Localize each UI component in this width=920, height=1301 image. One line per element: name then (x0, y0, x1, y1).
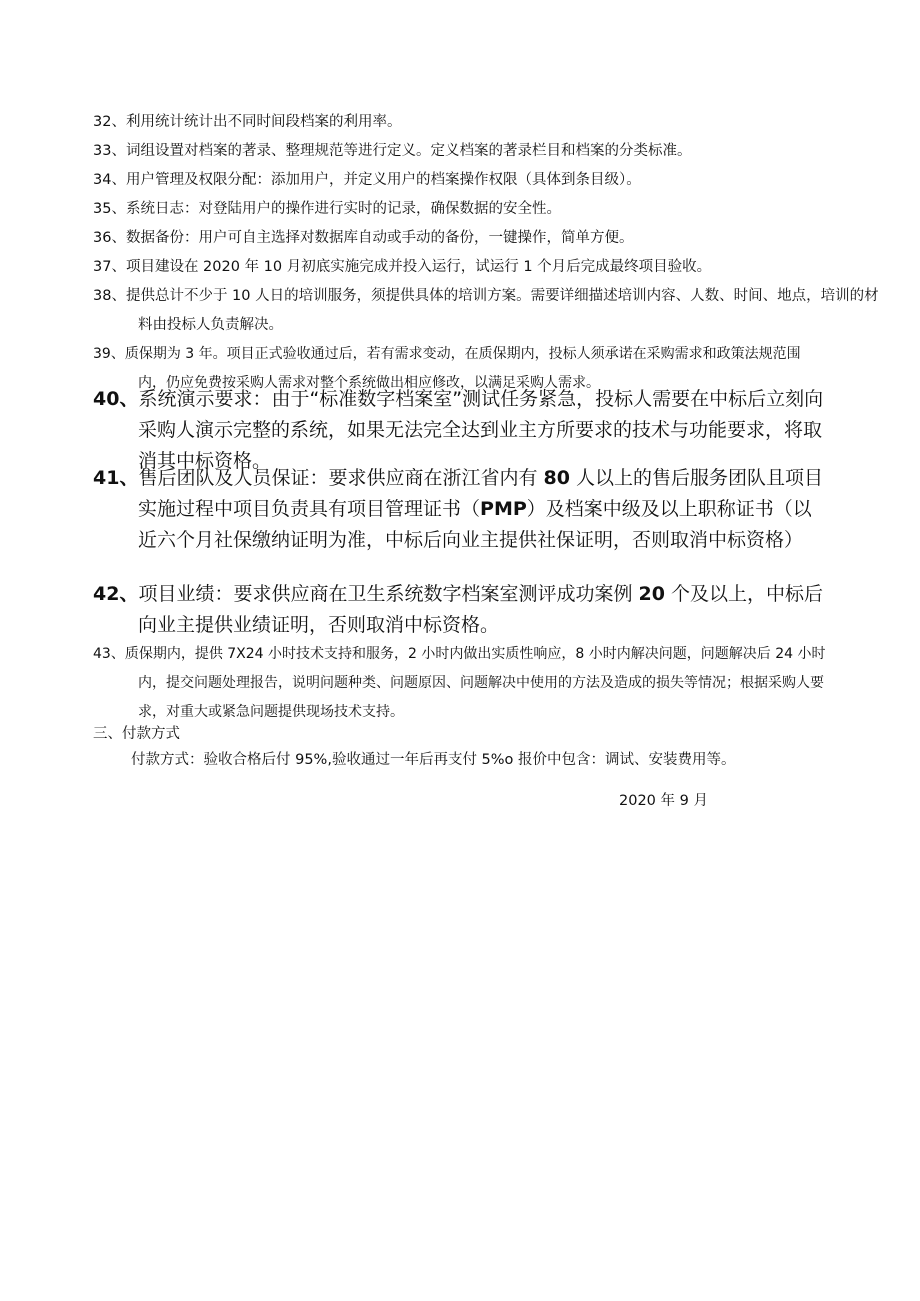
item-number: 42、 (93, 583, 139, 605)
item-number: 35、 (93, 201, 126, 217)
list-item-32 (93, 108, 845, 137)
item-number: 32、 (93, 114, 126, 130)
document-date: 2020 年 9 月 (619, 793, 708, 809)
list-item-34 (93, 166, 845, 195)
list-item-38 (93, 282, 880, 340)
item-text-part-b: 人以上的售后服务团队且项目实施过程中项目负责具有项目管理证书（ (138, 467, 823, 520)
item-number: 41、 (93, 467, 139, 489)
pmp-label: PMP (480, 498, 527, 520)
list-item-37 (93, 253, 845, 282)
case-count-value: 20 (638, 583, 665, 605)
item-text: 提供总计不少于 10 人日的培训服务，须提供具体的培训方案。需要详细描述培训内容、人数、时间、地点，培训的材料由投标人负责解决。 (125, 288, 879, 333)
item-text: 利用统计统计出不同时间段档案的利用率。 (125, 114, 402, 130)
item-number: 36、 (93, 230, 126, 246)
item-text: 系统日志：对登陆用户的操作进行实时的记录，确保数据的安全性。 (125, 201, 561, 217)
item-text: 质保期内，提供 7X24 小时技术支持和服务，2 小时内做出实质性响应，8 小时内解决问题，问题解决后 24 小时内，提交问题处理报告，说明问题种类、问题原因、问题解决中使用的方法及造成的损失等情况；根据采购人要求，对重大或紧急问题提供现场技术支持。 (124, 646, 826, 720)
item-text-part-a: 项目业绩：要求供应商在卫生系统数字档案室测评成功案例 (138, 583, 639, 605)
section-heading-payment: 三、付款方式 (93, 726, 180, 742)
list-item-33 (93, 137, 845, 166)
list-item-41 (93, 463, 828, 556)
item-number: 43、 (93, 646, 125, 662)
item-text: 词组设置对档案的著录、整理规范等进行定义。定义档案的著录栏目和档案的分类标准。 (125, 143, 692, 159)
item-number: 39、 (93, 346, 125, 362)
item-text-part-a: 售后团队及人员保证：要求供应商在浙江省内有 (138, 467, 544, 489)
item-text: 项目建设在 2020 年 10 月初底实施完成并投入运行，试运行 1 个月后完成最终项目验收。 (125, 259, 712, 275)
item-text-part-c: ）及档案中级及以上职称证书（以近六个月社保缴纳证明为准，中标后向业主提供社保证明，否则取消中标资格） (138, 498, 812, 551)
list-item-42 (93, 579, 828, 641)
item-text: 质保期为 3 年。项目正式验收通过后，若有需求变动，在质保期内，投标人须承诺在采购需求和政策法规范围内，仍应免费按采购人需求对整个系统做出相应修改，以满足采购人需求。 (124, 346, 801, 391)
item-text-part-b: 个及以上，中标后向业主提供业绩证明，否则取消中标资格。 (138, 583, 823, 636)
list-item-36 (93, 224, 845, 253)
list-item-35 (93, 195, 845, 224)
team-size-value: 80 (543, 467, 570, 489)
item-number: 34、 (93, 172, 126, 188)
item-number: 37、 (93, 259, 126, 275)
item-text: 系统演示要求：由于“标准数字档案室”测试任务紧急，投标人需要在中标后立刻向采购人演示完整的系统，如果无法完全达到业主方所要求的技术与功能要求，将取消其中标资格。 (138, 388, 824, 472)
item-text: 用户管理及权限分配：添加用户，并定义用户的档案操作权限（具体到条目级）。 (125, 172, 641, 188)
payment-terms: 付款方式：验收合格后付 95%,验收通过一年后再支付 5%o 报价中包含：调试、安装费用等。 (131, 752, 736, 768)
item-number: 33、 (93, 143, 126, 159)
item-number: 38、 (93, 288, 126, 304)
item-number: 40、 (93, 388, 139, 410)
item-text: 数据备份：用户可自主选择对数据库自动或手动的备份，一键操作，简单方便。 (125, 230, 634, 246)
list-item-43 (93, 640, 828, 727)
